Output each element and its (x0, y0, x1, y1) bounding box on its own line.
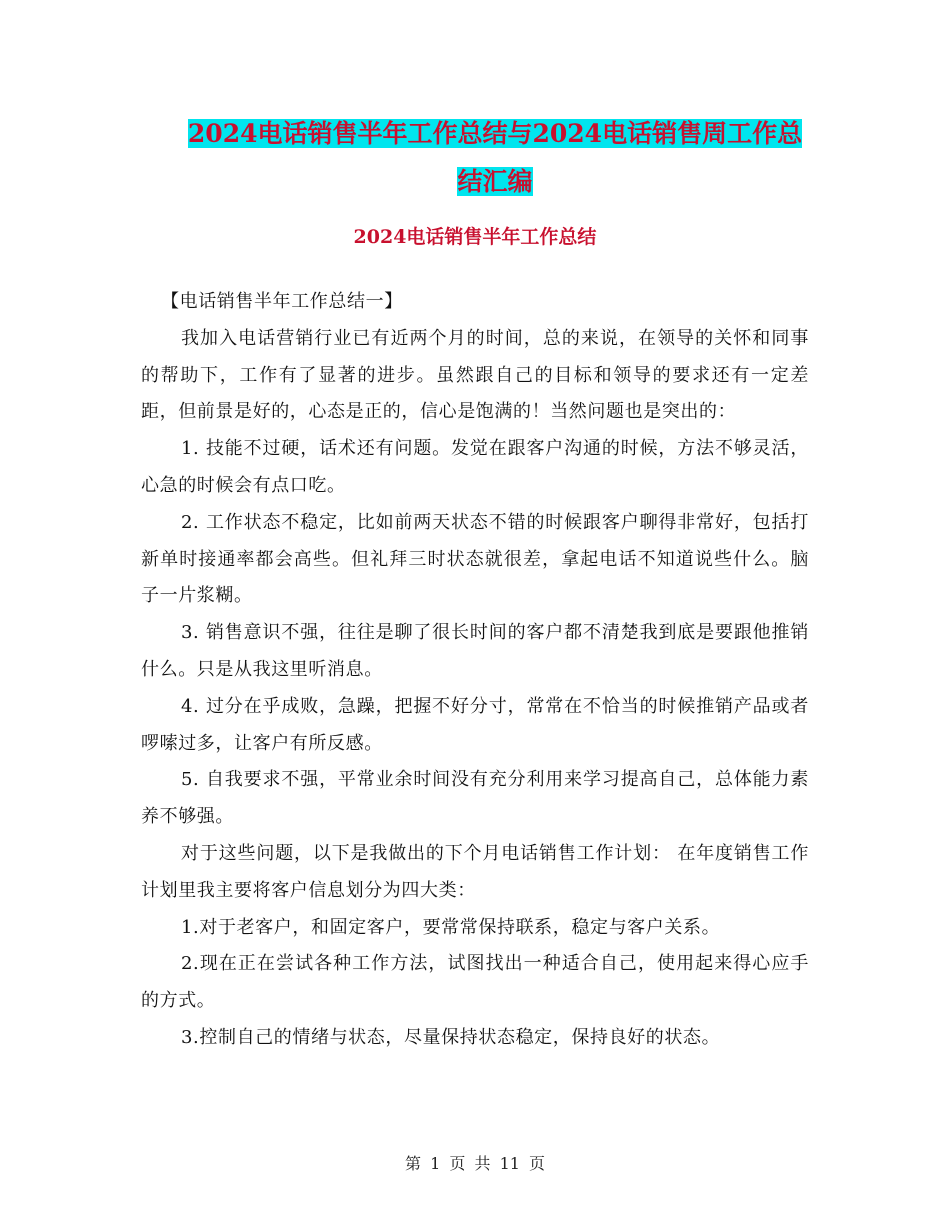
paragraph-subhead: 【电话销售半年工作总结一】 (161, 291, 403, 312)
paragraph-item: 1. 技能不过硬，话术还有问题。发觉在跟客户沟通的时候，方法不够灵活，心急的时候会有点口吃。 (141, 438, 809, 496)
paragraph-item: 5. 自我要求不强，平常业余时间没有充分利用来学习提高自己，总体能力素养不够强。 (141, 769, 809, 828)
paragraph: 我加入电话营销行业已有近两个月的时间，总的来说，在领导的关怀和同事的帮助下，工作有了显著的进步。虽然跟自己的目标和领导的要求还有一定差距，但前景是好的，心态是正的，信心是饱满的！当然问题也是突出的： (141, 327, 809, 423)
footer-total-pages: 11 (499, 1154, 520, 1173)
paragraph-item: 2. 工作状态不稳定，比如前两天状态不错的时候跟客户聊得非常好，包括打新单时接通率都会高些。但礼拜三时状态就很差，拿起电话不知道说些什么。脑子一片浆糊。 (141, 511, 809, 607)
paragraph-item: 4. 过分在乎成败，急躁，把握不好分寸，常常在不恰当的时候推销产品或者啰嗦过多，让客户有所反感。 (141, 695, 809, 754)
footer-prefix: 第 (404, 1154, 421, 1173)
paragraph-item: 3. 销售意识不强，往往是聊了很长时间的客户都不清楚我到底是要跟他推销什么。只是从我这里听消息。 (141, 622, 809, 680)
document-title (140, 110, 850, 206)
paragraph-item: 1.对于老客户，和固定客户，要常常保持联系，稳定与客户关系。 (181, 916, 721, 938)
document-body (141, 284, 809, 1057)
page-footer (0, 1152, 950, 1176)
paragraph-item: 3.控制自己的情绪与状态，尽量保持状态稳定，保持良好的状态。 (181, 1026, 721, 1048)
document-title-line2: 结汇编 (457, 167, 533, 196)
footer-total-word: 共 (474, 1154, 491, 1173)
section-title: 2024电话销售半年工作总结 (353, 226, 597, 248)
footer-page-number: 1 (430, 1154, 441, 1173)
paragraph: 对于这些问题，以下是我做出的下个月电话销售工作计划： 在年度销售工作计划里我主要将客户信息划分为四大类： (141, 842, 809, 901)
footer-suffix: 页 (529, 1154, 546, 1173)
paragraph-item: 2.现在正在尝试各种工作方法，试图找出一种适合自己，使用起来得心应手的方式。 (141, 953, 809, 1012)
document-title-line1: 2024电话销售半年工作总结与2024电话销售周工作总 (187, 119, 803, 148)
footer-page-word: 页 (449, 1154, 466, 1173)
